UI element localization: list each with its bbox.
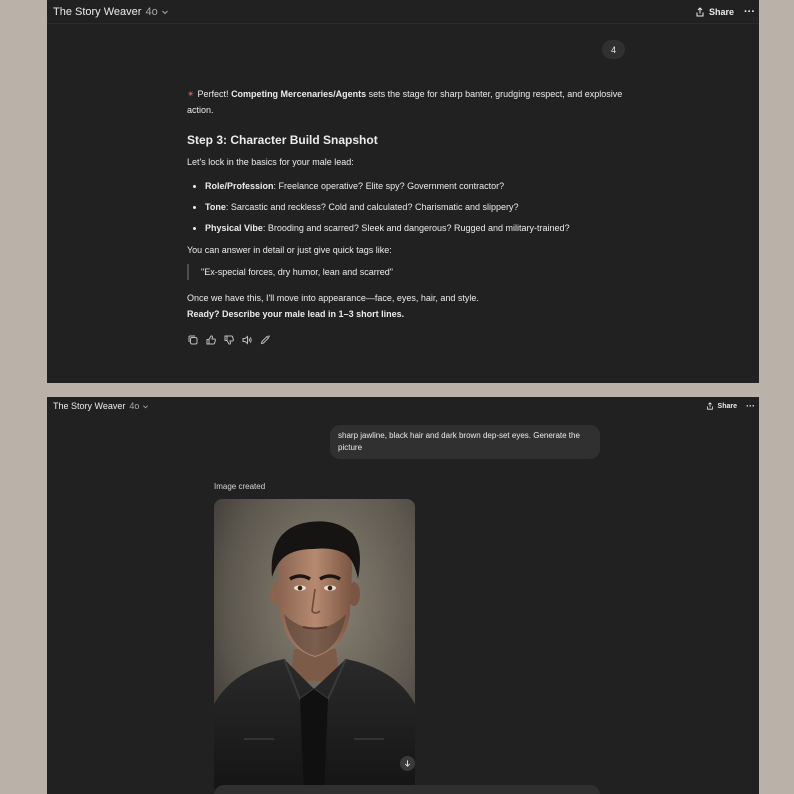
user-message-bubble: sharp jawline, black hair and dark brown dep-set eyes. Generate the picture	[330, 425, 600, 459]
user-message-bubble: 4	[602, 40, 625, 59]
thumbs-down-icon[interactable]	[223, 334, 235, 346]
model-selector[interactable]	[53, 6, 169, 18]
intro-bold: Competing Mercenaries/Agents	[231, 89, 367, 99]
app-title: The Story Weaver	[53, 5, 142, 18]
next-step-text: Once we have this, I'll move into appearance—face, eyes, hair, and style. Ready? Describe your male lead in 1–3 short lines.	[187, 293, 479, 319]
image-created-label: Image created	[214, 482, 266, 491]
more-options-button[interactable]: ···	[744, 5, 755, 18]
share-label: Share	[717, 402, 737, 410]
section-heading: Step 3: Character Build Snapshot	[187, 133, 378, 147]
answer-hint: You can answer in detail or just give quick tags like:	[187, 245, 392, 255]
share-label: Share	[708, 6, 734, 17]
chat-panel-bottom	[47, 397, 759, 794]
chevron-down-icon	[142, 403, 149, 410]
lead-in-text: Let's lock in the basics for your male lead:	[187, 157, 354, 167]
more-options-button[interactable]: ···	[746, 401, 755, 411]
read-aloud-icon[interactable]	[241, 334, 253, 346]
share-button[interactable]	[706, 402, 737, 410]
download-icon	[403, 759, 412, 768]
sparkle-icon: ✴	[187, 89, 195, 99]
model-selector[interactable]	[53, 401, 149, 411]
chat-panel-top	[47, 0, 759, 383]
composer-input[interactable]	[214, 785, 600, 794]
list-item: Physical Vibe: Brooding and scarred? Sleek and dangerous? Rugged and military-trained?	[187, 220, 637, 236]
share-button[interactable]	[695, 7, 734, 17]
download-button[interactable]	[400, 756, 415, 771]
header	[47, 397, 759, 415]
cta-text: Ready? Describe your male lead in 1–3 short lines.	[187, 309, 405, 319]
list-item: Tone: Sarcastic and reckless? Cold and calculated? Charismatic and slippery?	[187, 199, 637, 215]
copy-icon[interactable]	[187, 334, 199, 346]
list-item: Role/Profession: Freelance operative? Elite spy? Government contractor?	[187, 178, 637, 194]
edit-icon[interactable]	[259, 334, 271, 346]
share-icon	[695, 7, 705, 17]
header	[47, 0, 759, 24]
model-label: 4o	[129, 401, 140, 411]
message-actions	[187, 334, 637, 346]
assistant-message	[187, 86, 637, 346]
model-label: 4o	[145, 5, 158, 18]
blockquote: "Ex-special forces, dry humor, lean and scarred"	[187, 264, 637, 280]
intro-paragraph: ✴ Perfect! Competing Mercenaries/Agents sets the stage for sharp banter, grudging respect, and explosive action.	[187, 89, 623, 115]
bullet-list	[187, 178, 637, 236]
share-icon	[706, 402, 714, 410]
app-title: The Story Weaver	[53, 401, 126, 411]
chevron-down-icon	[161, 8, 169, 16]
generated-portrait-image[interactable]	[214, 499, 415, 794]
thumbs-up-icon[interactable]	[205, 334, 217, 346]
